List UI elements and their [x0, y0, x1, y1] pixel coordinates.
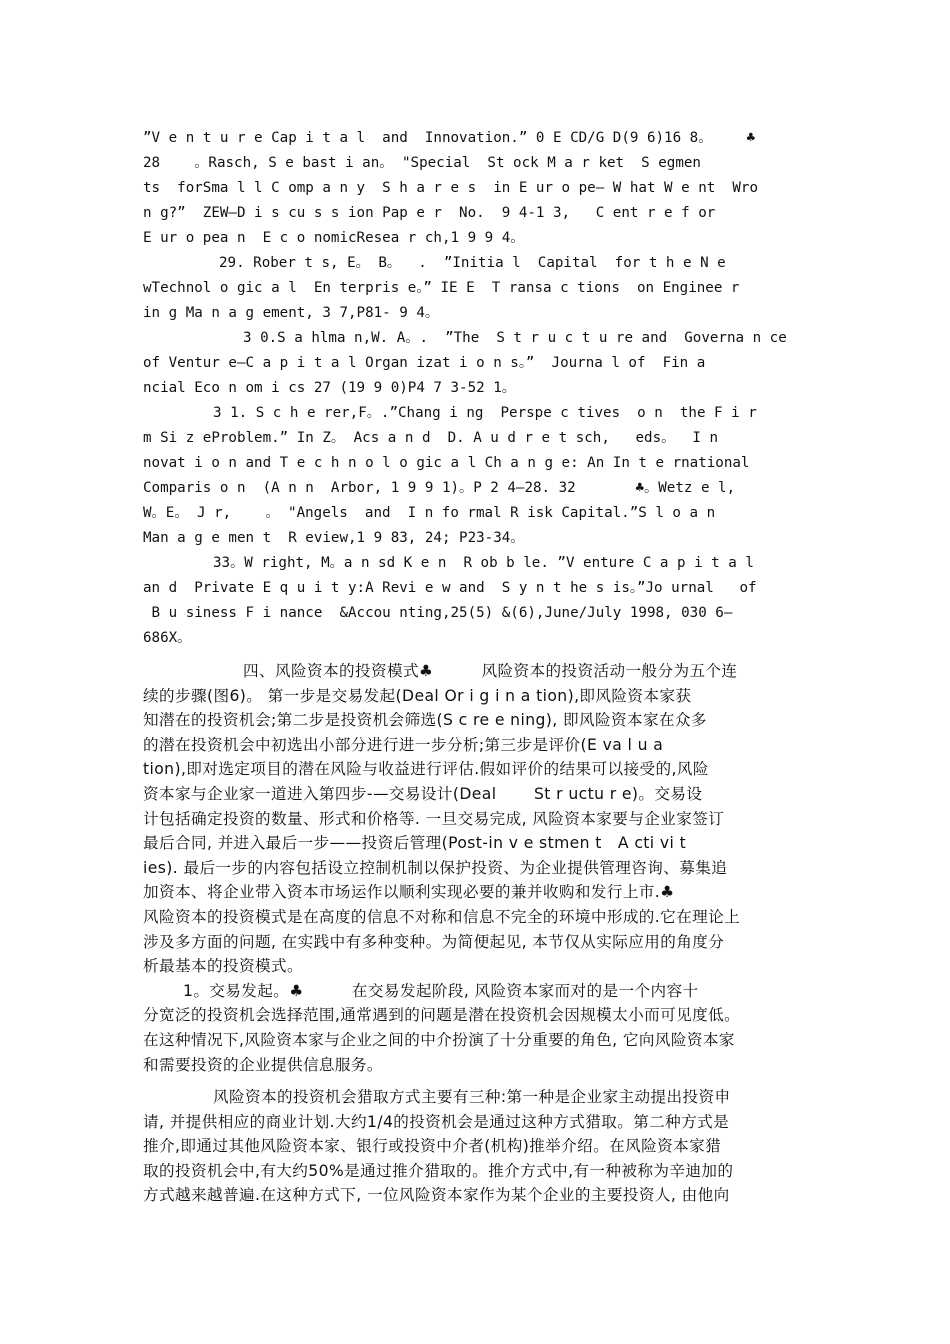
text-line: Comparis o n (A n n Arbor, 1 9 9 1)。P 2 4—28. 32 ♣。Wetz e l,	[143, 480, 736, 496]
text-line: of Ventur e—C a p i t a l Organ izat i o n s。” Journa l of Fin a	[143, 355, 706, 371]
text-line: 请, 并提供相应的商业计划.大约1/4的投资机会是通过这种方式猎取。第二种方式是	[143, 1112, 730, 1131]
text-line: 29. Rober t s, E。 B。 . ”Initia l Capital for t h e N e	[219, 255, 726, 271]
text-line: 计包括确定投资的数量、形式和价格等. 一旦交易完成, 风险资本家要与企业家签订	[143, 809, 725, 828]
text-line: 28 。Rasch, S e bast i an。 "Special St ock M a r ket S egmen	[143, 155, 701, 171]
text-line: 资本家与企业家一道进入第四步-—交易设计(Deal St r uctu r e)。交易设	[143, 784, 703, 803]
text-line: in g Ma n a g ement, 3 7,P81- 9 4。	[143, 305, 440, 321]
text-line: ncial Eco n om i cs 27 (19 9 0)P4 7 3-52 1。	[143, 380, 516, 396]
text-line: ”V e n t u r e Cap i t a l and Innovation.” 0 E CD/G D(9 6)16 8。 ♣	[143, 130, 756, 146]
text-line: ts forSma l l C omp a n y S h a r e s in E ur o pe— W hat W e nt Wro	[143, 180, 758, 196]
text-line: 加资本、将企业带入资本市场运作以顺利实现必要的兼并收购和发行上市.♣	[143, 883, 675, 902]
text-line: 和需要投资的企业提供信息服务。	[143, 1055, 383, 1074]
text-line: 33。W right, M。a n sd K e n R ob b le. ”V enture C a p i t a l	[213, 555, 754, 571]
text-line: 最后合同, 并进入最后一步——投资后管理(Post-in v e stmen t A cti vi t	[143, 834, 687, 853]
text-line: Man a g e men t R eview,1 9 83, 24; P23-34。	[143, 530, 525, 546]
text-line: 在这种情况下,风险资本家与企业之间的中介扮演了十分重要的角色, 它向风险资本家	[143, 1030, 735, 1049]
text-line: wTechnol o gic a l En terpris e。” IE E T ransa c tions on Enginee r	[143, 280, 740, 296]
text-line: tion),即对选定项目的潜在风险与收益进行评估.假如评价的结果可以接受的,风险	[143, 760, 709, 779]
text-line: 风险资本的投资机会猎取方式主要有三种:第一种是企业家主动提出投资申	[213, 1088, 731, 1107]
text-line: n g?” ZEW—D i s cu s s ion Pap e r No. 9 4-1 3, C ent r e f or	[143, 205, 716, 221]
text-line: ies). 最后一步的内容包括设立控制机制以保护投资、为企业提供管理咨询、募集追	[143, 858, 728, 877]
text-line: 析最基本的投资模式。	[143, 957, 303, 976]
text-line: 续的步骤(图6)。 第一步是交易发起(Deal Or i g i n a tion),即风险资本家获	[143, 686, 692, 705]
text-line: 四、风险资本的投资模式♣ 风险资本的投资活动一般分为五个连	[243, 662, 738, 680]
text-line: an d Private E q u i t y:A Revi e w and S y n t he s is。”Jo urnal of	[143, 580, 757, 596]
text-line: 知潜在的投资机会;第二步是投资机会筛选(S c re e ning), 即风险资本家在众多	[143, 711, 707, 730]
document-page	[143, 126, 805, 1208]
text-line: 3 0.S a hlma n,W. A。. ”The S t r u c t u re and Governa n ce	[243, 330, 787, 346]
text-line: W。E。 J r, 。 "Angels and I n fo rmal R isk Capital.”S l o a n	[143, 505, 716, 521]
text-line: 风险资本的投资模式是在高度的信息不对称和信息不完全的环境中形成的.它在理论上	[143, 907, 741, 926]
text-line: 方式越来越普遍.在这种方式下, 一位风险资本家作为某个企业的主要投资人, 由他向	[143, 1186, 730, 1205]
paragraph-gap	[143, 651, 805, 659]
text-line: m Si z eProblem.” In Z。 Acs a n d D. A u d r e t sch, eds。 I n	[143, 430, 719, 446]
text-line: 3 1. S c h e rer,F。.”Chang i ng Perspe c tives o n the F i r	[213, 405, 757, 421]
text-line: E ur o pea n E c o nomicResea r ch,1 9 9 4。	[143, 230, 525, 246]
text-line: 分宽泛的投资机会选择范围,通常遇到的问题是潜在投资机会因规模太小而可见度低。	[143, 1006, 741, 1025]
text-line: 取的投资机会中,有大约50%是通过推介猎取的。推介方式中,有一种被称为辛迪加的	[143, 1161, 734, 1180]
text-line: B u siness F i nance &Accou nting,25(5) &(6),June/July 1998, 030 6—	[143, 605, 733, 621]
text-line: 686X。	[143, 630, 192, 646]
text-line: 的潜在投资机会中初选出小部分进行进一步分析;第三步是评价(E va l u a	[143, 735, 664, 754]
paragraph-gap	[143, 1077, 805, 1085]
text-line: 推介,即通过其他风险资本家、银行或投资中介者(机构)推举介绍。在风险资本家猎	[143, 1137, 722, 1156]
text-line: 1。交易发起。♣ 在交易发起阶段, 风险资本家而对的是一个内容十	[183, 981, 699, 1000]
text-line: novat i o n and T e c h n o l o gic a l Ch a n g e: An In t e rnational	[143, 455, 750, 471]
text-line: 涉及多方面的问题, 在实践中有多种变种。为简便起见, 本节仅从实际应用的角度分	[143, 932, 725, 951]
